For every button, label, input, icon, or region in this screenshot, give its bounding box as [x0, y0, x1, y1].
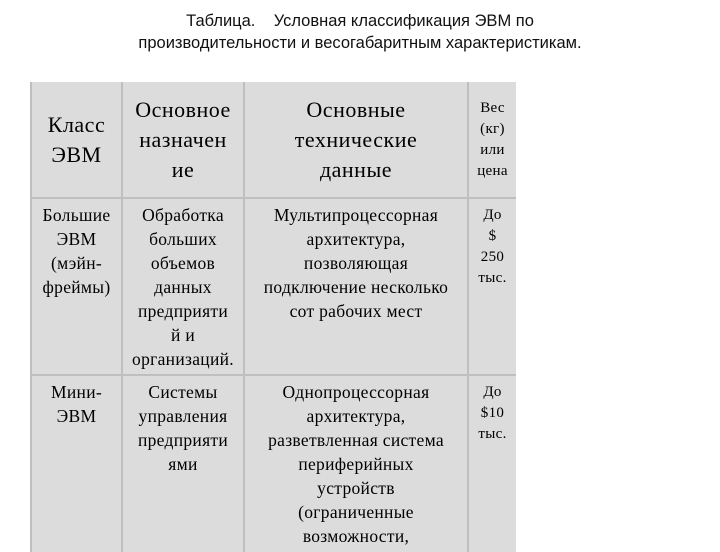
row1-specs: Мультипроцессорная архитектура, позволяющая подключение несколько сот рабочих мест: [245, 199, 467, 374]
row1-class: Большие ЭВМ (мэйн- фреймы): [32, 199, 121, 374]
classification-table: [30, 82, 516, 552]
row2-purpose: Системы управления предприяти ями: [123, 376, 243, 552]
header-purpose: Основное назначен ие: [123, 82, 243, 197]
caption-line-1: Таблица. Условная классификация ЭВМ по: [186, 12, 534, 30]
table-caption: [0, 10, 720, 54]
header-specs: Основные технические данные: [245, 82, 467, 197]
row1-purpose: Обработка больших объемов данных предприяти й и организаций.: [123, 199, 243, 374]
row2-class: Мини- ЭВМ: [32, 376, 121, 552]
caption-line-2: производительности и весогабаритным характеристикам.: [138, 34, 582, 52]
row1-weight: До $ 250 тыс.: [469, 199, 516, 374]
row2-specs: Однопроцессорная архитектура, разветвленная система периферийных устройств (ограниченные возможности,: [245, 376, 467, 552]
header-class: Класс ЭВМ: [32, 82, 121, 197]
header-weight: Вес (кг) или цена: [469, 82, 516, 197]
row2-weight: До $10 тыс.: [469, 376, 516, 552]
